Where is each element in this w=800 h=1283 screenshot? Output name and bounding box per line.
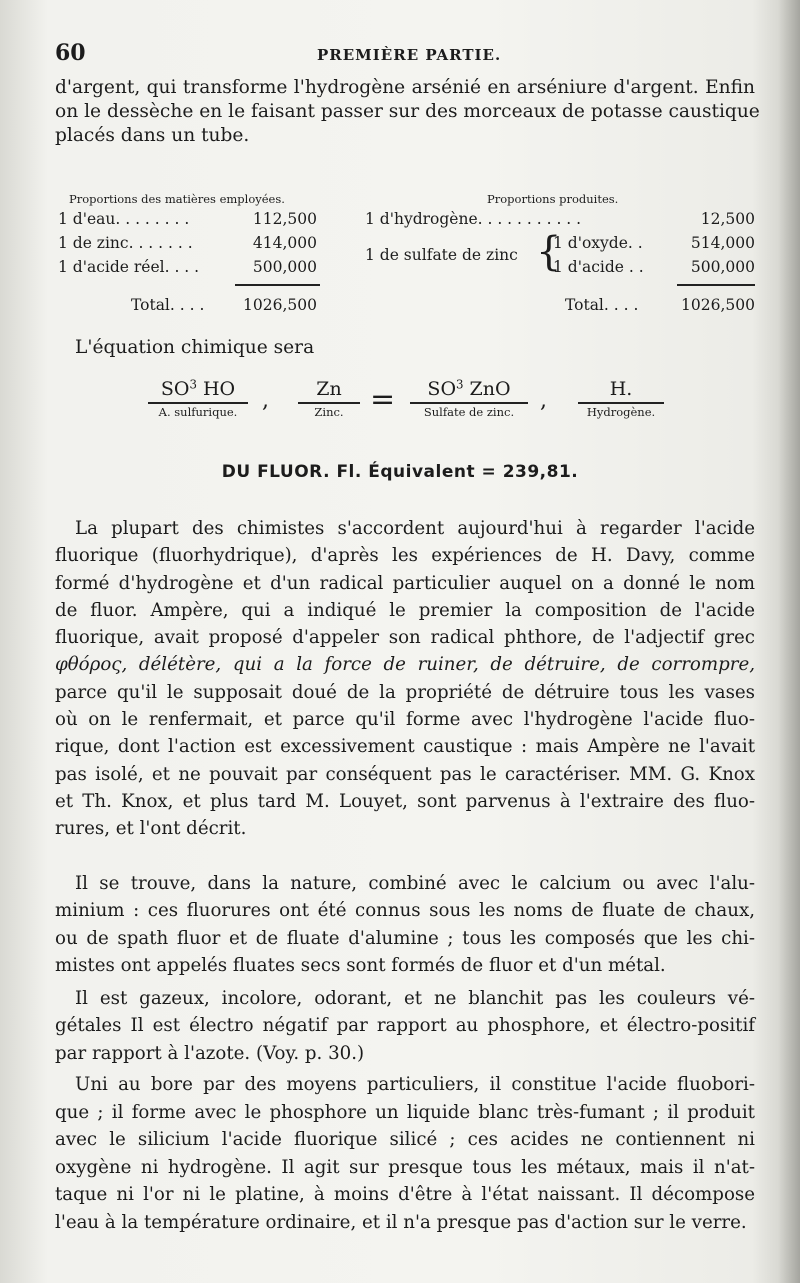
equation-term — [410, 378, 528, 419]
right-total-rule — [677, 284, 755, 286]
page-header — [55, 40, 755, 70]
text-line: minium : ces fluorures ont été connus sous les noms de fluate de chaux, — [55, 900, 755, 922]
left-column-header: Proportions des matières employées. — [69, 192, 285, 206]
text-line: d'argent, qui transforme l'hydrogène arsénié en arséniure d'argent. Enfin — [55, 77, 755, 98]
text-line: gétales Il est électro négatif par rapport au phosphore, et électro-positif — [55, 1015, 755, 1037]
text-line: rique, dont l'action est excessivement caustique : mais Ampère ne l'avait — [55, 736, 755, 758]
paragraph-3 — [55, 985, 755, 1067]
compound-name: A. sulfurique. — [158, 404, 238, 419]
text-line: ou de spath fluor et de fluate d'alumine ; tous les composés que les chi- — [55, 927, 755, 949]
text-line: Uni au bore par des moyens particuliers, il constitue l'acide fluobori- — [75, 1074, 755, 1095]
comma: , — [540, 388, 547, 413]
left-row-label: 1 d'acide réel. . . . — [58, 258, 200, 276]
text-line: φθόρος, délétère, qui a la force de ruiner, de détruire, de corrompre, — [55, 654, 755, 676]
compound-name: Hydrogène. — [586, 404, 656, 419]
text-line: Il est gazeux, incolore, odorant, et ne blanchit pas les couleurs vé- — [75, 988, 755, 1009]
page-edge-shadow — [778, 0, 800, 1283]
formula: $SO^3$ HO — [160, 377, 236, 400]
text-line: La plupart des chimistes s'accordent aujourd'hui à regarder l'acide — [75, 518, 755, 539]
sulfate-subrow-value: 514,000 — [690, 234, 755, 252]
brace: { — [536, 229, 562, 275]
left-total-rule — [235, 284, 320, 286]
text-line: pas isolé, et ne pouvait par conséquent pas le caractériser. MM. G. Knox — [55, 763, 755, 785]
text-line: par rapport à l'azote. (Voy. p. 30.) — [55, 1042, 365, 1064]
equation-term — [578, 378, 664, 419]
formula: $SO^3$ ZnO — [427, 377, 511, 400]
right-row-label: 1 d'hydrogène. . . . . . . . . . . — [365, 210, 582, 228]
proportions-table — [55, 188, 755, 318]
sulfate-subrow-label: 1 d'acide . . — [553, 258, 644, 276]
text-line: taque ni l'or ni le platine, à moins d'être à l'état naissant. Il décompose — [55, 1184, 755, 1206]
compound-name: Sulfate de zinc. — [423, 404, 515, 419]
left-row-value: 500,000 — [252, 258, 317, 276]
formula: H. — [609, 378, 633, 400]
equation-term — [298, 378, 360, 419]
right-total-value: 1026,500 — [681, 296, 755, 314]
text-line: et Th. Knox, et plus tard M. Louyet, sont parvenus à l'extraire des fluo- — [55, 790, 755, 812]
text-line: de fluor. Ampère, qui a indiqué le premier la composition de l'acide — [55, 599, 755, 621]
fraction-bar — [578, 402, 664, 404]
text-line: avec le silicium l'acide fluorique silicé ; ces acides ne contiennent ni — [55, 1129, 755, 1151]
left-total-label: Total. . . . — [131, 296, 205, 314]
compound-name: Zinc. — [314, 404, 344, 419]
comma: , — [262, 388, 269, 413]
text-line: oxygène ni hydrogène. Il agit sur presque tous les métaux, mais il n'at- — [55, 1156, 755, 1178]
running-title: PREMIÈRE PARTIE. — [317, 46, 502, 64]
right-row-value: 12,500 — [700, 210, 755, 228]
text-line: formé d'hydrogène et d'un radical particulier auquel on a donné le nom — [55, 572, 755, 594]
text-line: mistes ont appelés fluates secs sont formés de fluor et d'un métal. — [55, 954, 666, 976]
paragraph-4 — [55, 1071, 755, 1237]
sulfate-subrow-label: 1 d'oxyde. . — [553, 234, 643, 252]
text-line: on le dessèche en le faisant passer sur des morceaux de potasse caustique — [55, 101, 760, 122]
fraction-bar — [298, 402, 360, 404]
fraction-bar — [410, 402, 528, 404]
fraction-bar — [148, 402, 248, 404]
text-line: où on le renfermait, et parce qu'il forme avec l'hydrogène l'acide fluo- — [55, 709, 755, 731]
text-line: que ; il forme avec le phosphore un liquide blanc très-fumant ; il produit — [55, 1101, 755, 1123]
left-row-label: 1 de zinc. . . . . . . — [58, 234, 193, 252]
sulfate-label: 1 de sulfate de zinc — [365, 246, 518, 264]
equation-term — [148, 378, 248, 419]
right-total-label: Total. . . . — [565, 296, 639, 314]
equation-intro: L'équation chimique sera — [75, 337, 315, 358]
paragraph-2 — [55, 870, 755, 979]
left-row-value: 414,000 — [252, 234, 317, 252]
text-line: fluorique, avait proposé d'appeler son radical phthore, de l'adjectif grec — [55, 627, 755, 649]
left-total-value: 1026,500 — [243, 296, 317, 314]
right-column-header: Proportions produites. — [487, 192, 619, 206]
formula: Zn — [316, 378, 342, 400]
text-line: l'eau à la température ordinaire, et il n'a presque pas d'action sur le verre. — [55, 1211, 747, 1233]
section-title: DU FLUOR. Fl. Équivalent = 239,81. — [221, 462, 579, 482]
text-line: Il se trouve, dans la nature, combiné avec le calcium ou avec l'alu- — [75, 873, 755, 894]
text-line: rures, et l'ont décrit. — [55, 818, 247, 840]
paragraph-1 — [55, 515, 755, 843]
intro-paragraph — [55, 76, 760, 148]
equals-sign: = — [370, 382, 396, 417]
text-line: placés dans un tube. — [55, 125, 250, 146]
left-row-value: 112,500 — [252, 210, 317, 228]
text-line: parce qu'il le supposait doué de la propriété de détruire tous les vases — [55, 681, 755, 703]
page-number: 60 — [55, 40, 86, 66]
left-row-label: 1 d'eau. . . . . . . . — [58, 210, 190, 228]
text-line: fluorique (fluorhydrique), d'après les expériences de H. Davy, comme — [55, 545, 755, 567]
sulfate-subrow-value: 500,000 — [690, 258, 755, 276]
